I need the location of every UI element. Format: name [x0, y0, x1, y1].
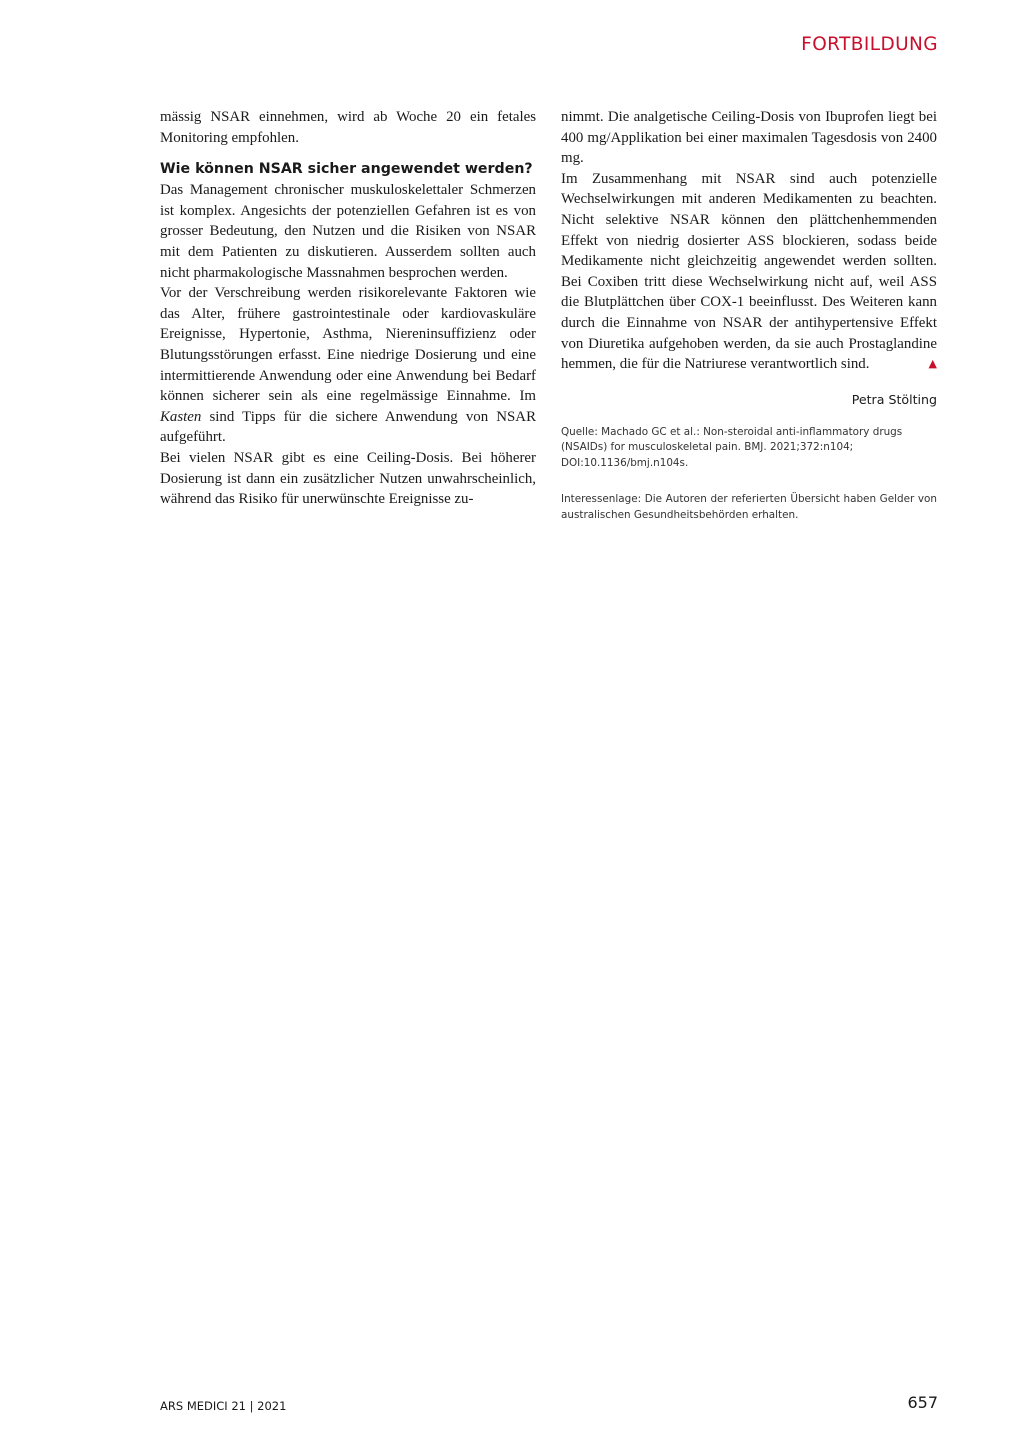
journal-issue: ARS MEDICI 21 | 2021	[160, 1399, 287, 1413]
left-column	[160, 107, 536, 510]
paragraph: nimmt. Die analgetische Ceiling-Dosis von Ibuprofen liegt bei 400 mg/Applikation bei einer maximalen Tagesdosis von 2400 mg.	[561, 109, 937, 167]
page-number: 657	[907, 1393, 938, 1412]
paragraph	[561, 169, 937, 375]
paragraph: Bei vielen NSAR gibt es eine Ceiling-Dosis. Bei höherer Dosierung ist dann ein zusätzlicher Nutzen unwahrscheinlich, während das Risiko für unerwünschte Ereignisse zu-	[160, 449, 536, 508]
conflict-of-interest-note: Interessenlage: Die Autoren der referierten Übersicht haben Gelder von australischen Gesundheitsbehörden erhalten.	[561, 493, 937, 521]
paragraph: Das Management chronischer muskuloskelettaler Schmerzen ist komplex. Angesichts der potenziellen Gefahren ist es von grosser Bedeutung, den Nutzen und die Risiken von NSAR mit dem Patienten zu diskutieren. Ausserdem sollten auch nicht pharmakologische Massnahmen besprochen werden.	[160, 182, 536, 281]
author-name: Petra Stölting	[851, 391, 937, 407]
paragraph-text: Im Zusammenhang mit NSAR sind auch potenzielle Wechselwirkungen mit anderen Medikamenten zu beachten. Nicht selektive NSAR können den plättchenhemmenden Effekt von niedrig dosierter ASS blockieren, sodass beide Medikamente nicht gleichzeitig angewendet werden sollten. Bei Coxiben tritt diese Wechselwirkung nicht auf, weil ASS die Blutplättchen über COX-1 beeinflusst. Des Weiteren kann durch die Einnahme von NSAR der antihypertensive Effekt von Diuretika aufgehoben werden, da sie auch Prostaglandine hemmen, die für die Natriurese verantwortlich sind.	[561, 170, 937, 373]
emphasis-text: Kasten	[160, 408, 202, 425]
paragraph-text: sind Tipps für die sichere Anwendung von NSAR aufgeführt.	[160, 408, 536, 446]
end-of-article-triangle-icon: ▲	[928, 357, 937, 371]
section-label: FORTBILDUNG	[801, 34, 938, 55]
right-column	[561, 107, 937, 523]
source-note: Quelle: Machado GC et al.: Non-steroidal anti-inflammatory drugs (NSAIDs) for musculoskeletal pain. BMJ. 2021;372:n104; DOI:10.1136/bmj.n104s.	[561, 425, 903, 469]
paragraph	[160, 283, 536, 448]
paragraph: mässig NSAR einnehmen, wird ab Woche 20 ein fetales Monitoring empfohlen.	[160, 109, 536, 146]
paragraph-text: Vor der Verschreibung werden risikorelevante Faktoren wie das Alter, frühere gastrointestinale oder kardiovaskuläre Ereignisse, Hypertonie, Asthma, Niereninsuffizienz oder Blutungsstörungen erfasst. Eine niedrige Dosierung und eine intermittierende Anwendung oder eine Anwendung bei Bedarf können sicherer sein als eine regelmässige Einnahme. Im	[160, 285, 536, 405]
section-heading: Wie können NSAR sicher angewendet werden?	[160, 161, 533, 178]
